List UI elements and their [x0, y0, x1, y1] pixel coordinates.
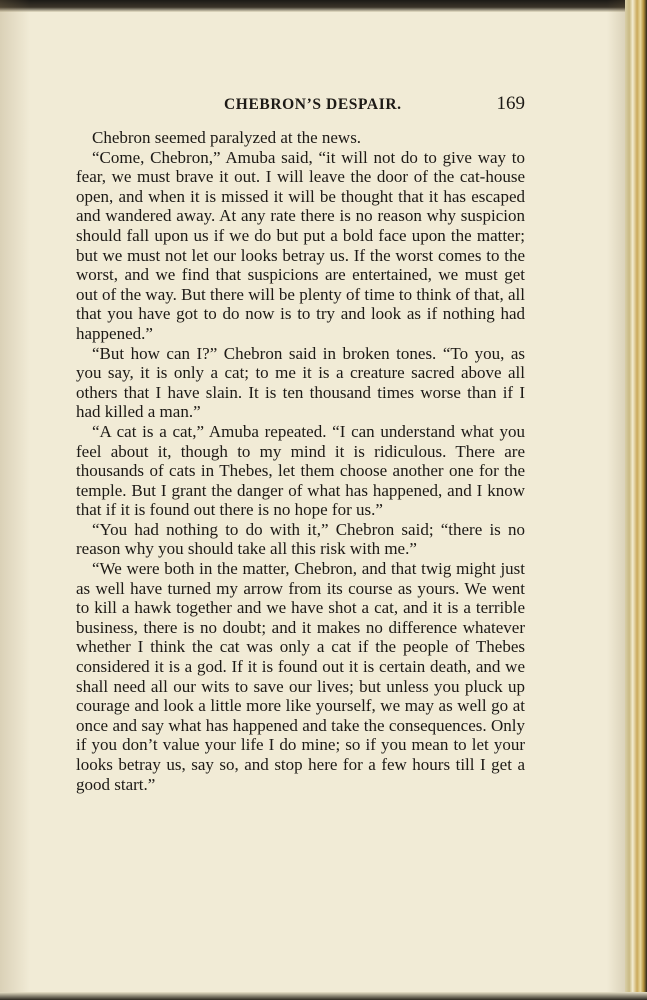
- page-body: [76, 128, 525, 794]
- page-top-edge: [0, 0, 647, 12]
- paragraph: Chebron seemed paralyzed at the news.: [92, 128, 362, 147]
- page-header: [76, 93, 525, 120]
- paragraph: “You had nothing to do with it,” Chebron said; “there is no reason why you should take all this risk with me.”: [76, 519, 525, 559]
- paragraph: “But how can I?” Chebron said in broken tones. “To you, as you say, it is only a cat; to me it is a creature sacred above all others that I have slain. It is ten thousand times worse than if I had killed a man.”: [76, 343, 525, 422]
- paragraph: “We were both in the matter, Chebron, and that twig might just as well have turned my arrow from its course as yours. We went to kill a hawk together and we have shot a cat, and it is a terrible business, there is no doubt; and it makes no difference whatever whether I think the cat was only a cat if the people of Thebes considered it is a god. If it is found out it is certain death, and we shall need all our wits to save our lives; but unless you pluck up courage and look a little more like yourself, we may as well go at once and say what has happened and take the consequences. Only if you don’t value your life I do mine; so if you mean to let your looks betray us, say so, and stop here for a few hours till I get a good start.”: [76, 559, 525, 794]
- running-head: CHEBRON’S DESPAIR.: [224, 96, 402, 113]
- page-left-fold: [0, 0, 30, 1000]
- paragraph: “Come, Chebron,” Amuba said, “it will not do to give way to fear, we must brave it out. I will leave the door of the cat-house open, and when it is missed it will be thought that it has escaped and wandered away. At any rate there is no reason why suspicion should fall upon us if we do but put a bold face upon the matter; but we must not let our looks betray us. If the worst comes to the worst, and we find that suspicions are entertained, we must get out of the way. But there will be plenty of time to think of that, all that you have got to do now is to try and look as if nothing had happened.”: [76, 147, 525, 343]
- paragraph: “A cat is a cat,” Amuba repeated. “I can understand what you feel about it, though to my mind it is ridiculous. There are thousands of cats in Thebes, let them choose another one for the temple. But I grant the danger of what has happened, and I know that if it is found out there is no hope for us.”: [76, 421, 525, 520]
- page-number: 169: [496, 93, 525, 114]
- page-stack-edge: [625, 0, 647, 1000]
- page-gutter-shadow: [607, 0, 625, 1000]
- page-bottom-edge: [0, 992, 647, 1000]
